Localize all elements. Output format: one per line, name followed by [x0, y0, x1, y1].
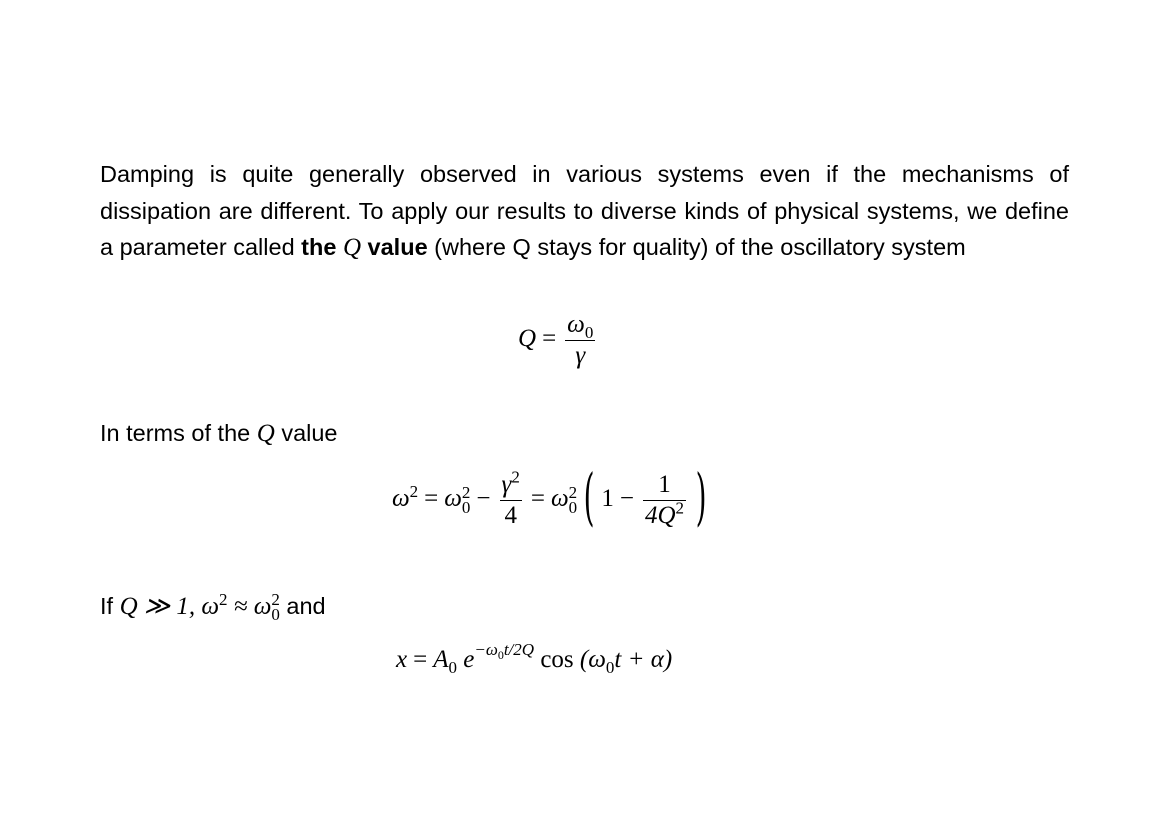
eq2-fraction-gamma — [500, 467, 522, 531]
p3-and: and — [279, 593, 326, 619]
p3-approx: ≈ ω — [227, 593, 272, 620]
eq2-sq: 2 — [409, 481, 419, 501]
eq1-sub0: 0 — [584, 323, 594, 342]
eq3-e: e — [463, 646, 475, 673]
eq2-rparen: ) — [695, 460, 707, 533]
eq3-arg-sub: 0 — [605, 658, 615, 677]
eq2-minus-2: − — [619, 485, 634, 513]
eq2-sup-b: 2 — [568, 482, 578, 502]
eq2-supsub — [461, 482, 471, 517]
paragraph-if-q-large — [100, 588, 326, 626]
eq2-minus: − — [476, 485, 491, 513]
eq1-equals: = — [542, 325, 557, 353]
eq3-x: x — [396, 646, 408, 673]
eq2-sup: 2 — [461, 482, 471, 502]
eq2-omega: ω — [392, 485, 410, 513]
eq2-fraction-q — [643, 470, 686, 531]
bold-the: the — [301, 234, 337, 260]
p2-text-after: value — [274, 420, 338, 446]
p3-condition: Q ≫ 1, ω — [119, 593, 219, 620]
paragraph-text: Damping is quite generally observed in various systems even if the mechanisms of dissipation are different. To apply our results to diverse kinds of physical systems, we define a parameter called — [100, 161, 1069, 260]
eq3-equals: = — [413, 646, 428, 673]
eq2-gamma-sq: 2 — [511, 467, 520, 487]
eq3-exponent — [474, 639, 535, 662]
paragraph-q-value-definition — [100, 156, 1069, 267]
equation-omega-squared — [392, 460, 713, 537]
eq2-omega0: ω — [444, 485, 462, 513]
eq2-one: 1 — [601, 485, 614, 513]
p2-q-symbol: Q — [256, 420, 275, 447]
eq2-frac-one: 1 — [643, 470, 686, 501]
document-body — [100, 156, 1069, 267]
eq3-arg-a: (ω — [579, 646, 606, 673]
eq3-A: A — [433, 646, 449, 673]
eq2-4q: 4Q — [644, 502, 676, 529]
eq2-q-sq: 2 — [675, 498, 685, 518]
eq3-arg-b: t + α) — [614, 646, 673, 673]
eq2-gamma-num — [500, 467, 522, 501]
p2-text: In terms of the — [100, 420, 257, 446]
equation-q-definition — [518, 310, 598, 371]
eq1-omega: ω — [567, 311, 585, 338]
eq2-omega0-b: ω — [551, 485, 569, 513]
eq2-lparen: ( — [583, 460, 595, 533]
eq2-equals: = — [424, 485, 439, 513]
eq3-cos: cos — [540, 646, 574, 673]
p3-sq: 2 — [218, 590, 228, 610]
p3-sup: 2 — [271, 589, 280, 609]
eq2-equals-2: = — [530, 485, 545, 513]
eq1-fraction — [565, 310, 595, 371]
eq3-exp-b: t/2Q — [503, 639, 535, 659]
paragraph-in-terms — [100, 415, 338, 453]
eq2-four: 4 — [504, 502, 517, 529]
eq1-numerator — [565, 310, 595, 341]
eq3-exp-sub: 0 — [497, 647, 504, 662]
q-symbol: Q — [342, 234, 362, 261]
paragraph-text-end: (where Q stays for quality) of the oscillatory system — [427, 234, 966, 260]
eq1-lhs: Q — [518, 325, 537, 353]
eq2-sub: 0 — [461, 497, 471, 517]
eq2-sub-b: 0 — [568, 497, 578, 517]
p3-if: If — [100, 593, 120, 619]
eq3-A-sub: 0 — [448, 658, 457, 677]
eq3-exp-a: −ω — [474, 639, 498, 659]
eq1-denominator: γ — [575, 342, 586, 369]
equation-displacement — [396, 639, 673, 677]
p3-sub: 0 — [271, 604, 280, 624]
p3-supsub — [271, 589, 280, 624]
bold-value: value — [367, 234, 428, 260]
eq2-frac-den — [643, 498, 686, 531]
eq2-supsub-b — [568, 482, 578, 517]
eq2-gamma: γ — [501, 471, 512, 498]
